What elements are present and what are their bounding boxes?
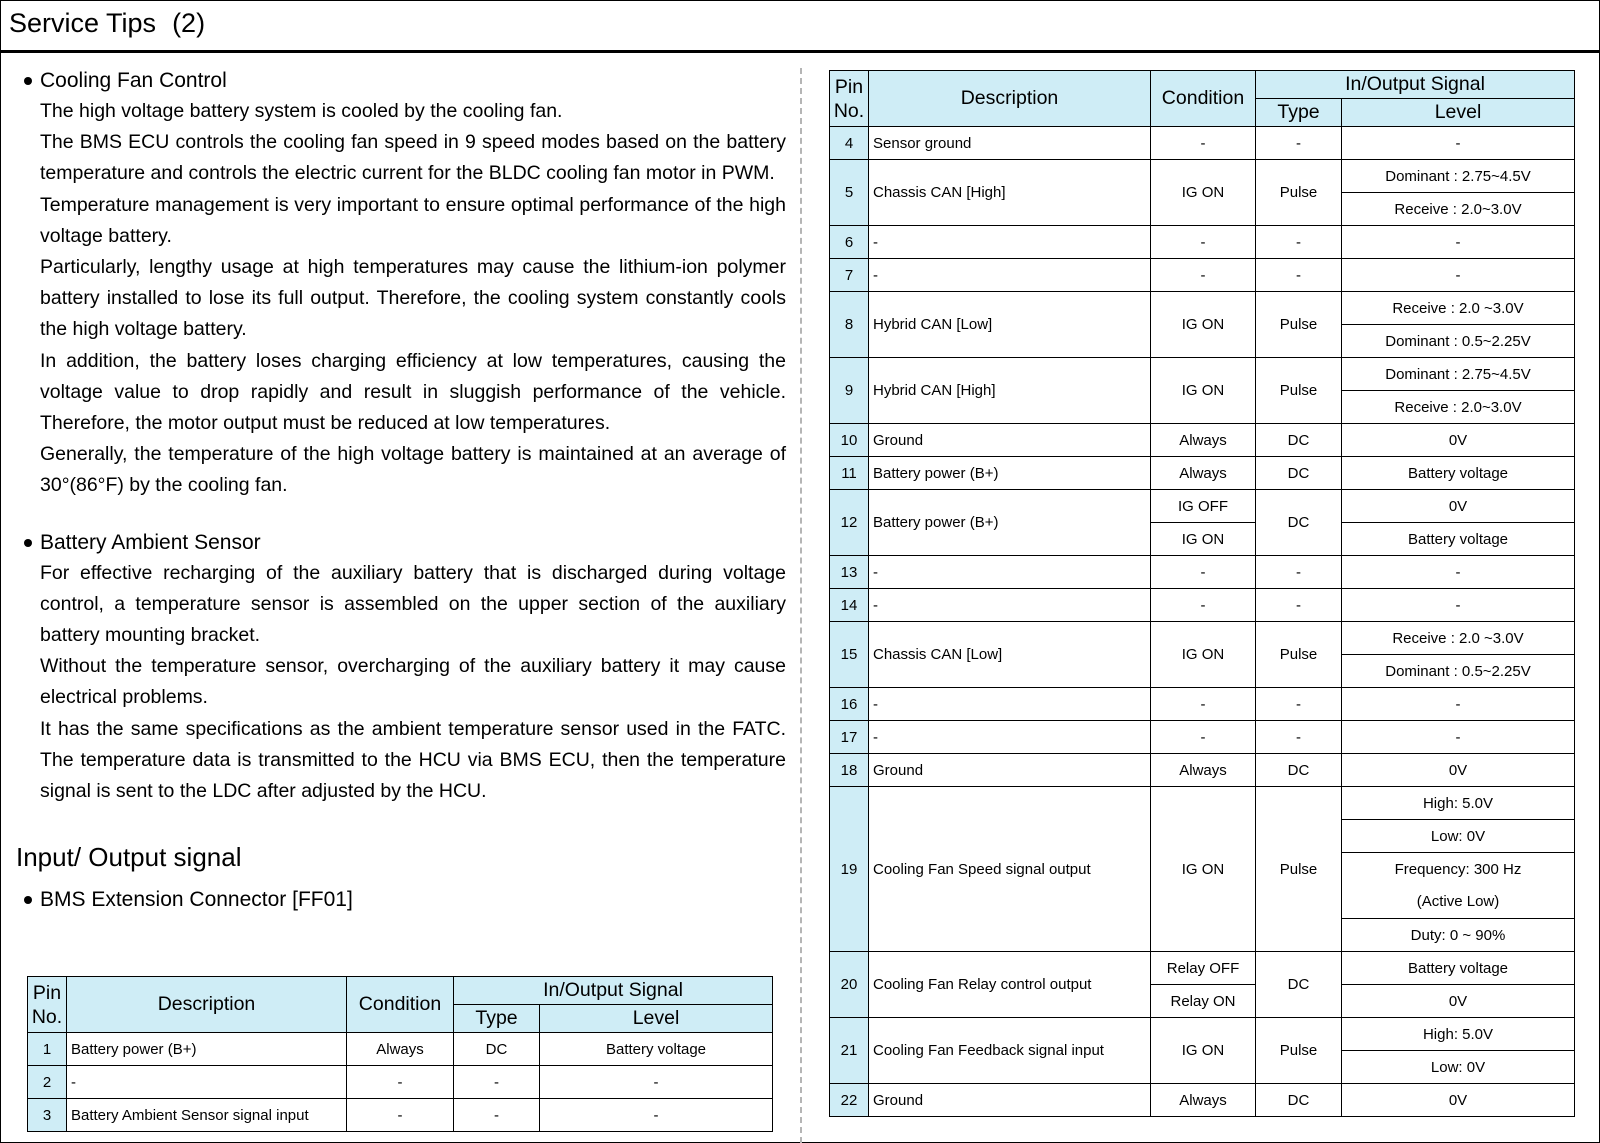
pin-cell: 18 xyxy=(830,754,869,787)
table-row xyxy=(830,358,1575,391)
condition-cell: IG OFF xyxy=(1151,490,1256,523)
paragraph: The BMS ECU controls the cooling fan speed in 9 speed modes based on the battery temperature and controls the electric current for the BLDC cooling fan motor in PWM. xyxy=(40,131,786,185)
type-cell: - xyxy=(1256,721,1342,754)
table-row xyxy=(28,1033,773,1066)
level-cell: Dominant : 2.75~4.5V xyxy=(1342,160,1575,193)
condition-cell: Relay ON xyxy=(1151,985,1256,1018)
description-cell: Ground xyxy=(869,424,1151,457)
condition-cell: Always xyxy=(347,1033,454,1066)
pin-cell: 20 xyxy=(830,952,869,1018)
page-number: (2) xyxy=(172,8,206,38)
level-cell: 0V xyxy=(1342,985,1575,1018)
level-cell: - xyxy=(1342,259,1575,292)
condition-cell: IG ON xyxy=(1151,292,1256,358)
condition-cell: - xyxy=(1151,556,1256,589)
pin-cell: 2 xyxy=(28,1066,67,1099)
cooling-fan-text xyxy=(40,96,786,502)
level-cell: Receive : 2.0~3.0V xyxy=(1342,193,1575,226)
table-row xyxy=(28,1099,773,1132)
level-cell: 0V xyxy=(1342,754,1575,787)
type-cell: DC xyxy=(454,1033,540,1066)
header-type: Type xyxy=(1256,99,1342,127)
description-cell: - xyxy=(869,259,1151,292)
table-row xyxy=(830,721,1575,754)
description-cell: Battery power (B+) xyxy=(67,1033,347,1066)
level-cell: Battery voltage xyxy=(540,1033,773,1066)
header-level: Level xyxy=(1342,99,1575,127)
description-cell: - xyxy=(67,1066,347,1099)
description-cell: Chassis CAN [High] xyxy=(869,160,1151,226)
description-cell: - xyxy=(869,226,1151,259)
table-row xyxy=(830,127,1575,160)
level-cell: Duty: 0 ~ 90% xyxy=(1342,919,1575,952)
pin-cell: 21 xyxy=(830,1018,869,1084)
pin-table-right xyxy=(829,70,1575,1117)
type-cell: Pulse xyxy=(1256,1018,1342,1084)
table-row xyxy=(830,160,1575,193)
level-cell: Receive : 2.0 ~3.0V xyxy=(1342,292,1575,325)
header-io-signal: In/Output Signal xyxy=(1256,71,1575,99)
description-cell: Cooling Fan Feedback signal input xyxy=(869,1018,1151,1084)
table-row xyxy=(830,589,1575,622)
level-cell: - xyxy=(1342,589,1575,622)
header-type: Type xyxy=(454,1005,540,1033)
condition-cell: - xyxy=(347,1066,454,1099)
header-condition: Condition xyxy=(347,977,454,1033)
page-title xyxy=(9,8,205,39)
table-row xyxy=(830,457,1575,490)
header-io-signal: In/Output Signal xyxy=(454,977,773,1005)
level-cell: - xyxy=(1342,688,1575,721)
pin-cell: 10 xyxy=(830,424,869,457)
type-cell: - xyxy=(1256,127,1342,160)
pin-cell: 5 xyxy=(830,160,869,226)
condition-cell: - xyxy=(1151,127,1256,160)
type-cell: DC xyxy=(1256,490,1342,556)
type-cell: Pulse xyxy=(1256,160,1342,226)
description-cell: - xyxy=(869,721,1151,754)
description-cell: Cooling Fan Speed signal output xyxy=(869,787,1151,952)
bullet-icon xyxy=(24,896,32,904)
pin-cell: 3 xyxy=(28,1099,67,1132)
pin-cell: 9 xyxy=(830,358,869,424)
type-cell: - xyxy=(454,1099,540,1132)
left-column xyxy=(16,66,786,915)
condition-cell: - xyxy=(1151,589,1256,622)
table-row xyxy=(830,754,1575,787)
table-row xyxy=(830,787,1575,820)
level-cell: - xyxy=(1342,226,1575,259)
pin-cell: 16 xyxy=(830,688,869,721)
table-row xyxy=(28,1066,773,1099)
pin-cell: 17 xyxy=(830,721,869,754)
page-header xyxy=(0,0,1600,53)
pin-cell: 4 xyxy=(830,127,869,160)
level-cell: Dominant : 2.75~4.5V xyxy=(1342,358,1575,391)
type-cell: DC xyxy=(1256,952,1342,1018)
ambient-sensor-heading xyxy=(24,528,786,558)
condition-cell: - xyxy=(1151,721,1256,754)
table-row xyxy=(830,1084,1575,1117)
pin-cell: 1 xyxy=(28,1033,67,1066)
pin-cell: 8 xyxy=(830,292,869,358)
type-cell: DC xyxy=(1256,1084,1342,1117)
level-cell: High: 5.0V xyxy=(1342,787,1575,820)
pin-cell: 13 xyxy=(830,556,869,589)
table-row xyxy=(830,490,1575,523)
pin-cell: 6 xyxy=(830,226,869,259)
io-signal-title: Input/ Output signal xyxy=(16,842,242,873)
condition-cell: IG ON xyxy=(1151,622,1256,688)
level-cell: Low: 0V xyxy=(1342,1051,1575,1084)
level-cell: Battery voltage xyxy=(1342,523,1575,556)
paragraph: Without the temperature sensor, overcharging of the auxiliary battery it may cause electrical problems. xyxy=(40,655,786,709)
level-cell: Receive : 2.0 ~3.0V xyxy=(1342,622,1575,655)
type-cell: DC xyxy=(1256,457,1342,490)
level-cell: Battery voltage xyxy=(1342,457,1575,490)
bullet-icon xyxy=(24,77,32,85)
level-cell: 0V xyxy=(1342,1084,1575,1117)
condition-cell: Always xyxy=(1151,424,1256,457)
connector-heading xyxy=(24,885,786,915)
header-pin: Pin No. xyxy=(28,977,67,1033)
bullet-icon xyxy=(24,539,32,547)
level-cell: - xyxy=(540,1099,773,1132)
description-cell: Sensor ground xyxy=(869,127,1151,160)
condition-cell: - xyxy=(1151,226,1256,259)
level-cell: Dominant : 0.5~2.25V xyxy=(1342,325,1575,358)
description-cell: Hybrid CAN [Low] xyxy=(869,292,1151,358)
ambient-sensor-text xyxy=(40,558,786,808)
condition-cell: Relay OFF xyxy=(1151,952,1256,985)
pin-cell: 11 xyxy=(830,457,869,490)
description-cell: Chassis CAN [Low] xyxy=(869,622,1151,688)
type-cell: Pulse xyxy=(1256,787,1342,952)
level-cell: High: 5.0V xyxy=(1342,1018,1575,1051)
header-condition: Condition xyxy=(1151,71,1256,127)
type-cell: Pulse xyxy=(1256,292,1342,358)
description-cell: - xyxy=(869,688,1151,721)
condition-cell: IG ON xyxy=(1151,523,1256,556)
table-row xyxy=(830,556,1575,589)
type-cell: - xyxy=(1256,589,1342,622)
description-cell: Ground xyxy=(869,754,1151,787)
paragraph: Temperature management is very important to ensure optimal performance of the high voltage battery. xyxy=(40,193,786,247)
connector-title: BMS Extension Connector [FF01] xyxy=(40,888,353,912)
pin-cell: 15 xyxy=(830,622,869,688)
header-level: Level xyxy=(540,1005,773,1033)
paragraph: The high voltage battery system is cooled by the cooling fan. xyxy=(40,100,563,122)
condition-cell: - xyxy=(1151,259,1256,292)
type-cell: DC xyxy=(1256,754,1342,787)
description-cell: - xyxy=(869,589,1151,622)
condition-cell: IG ON xyxy=(1151,160,1256,226)
type-cell: - xyxy=(1256,688,1342,721)
level-cell: Low: 0V xyxy=(1342,820,1575,853)
paragraph: Generally, the temperature of the high voltage battery is maintained at an average of 30°(86°F) by the cooling fan. xyxy=(40,443,786,497)
column-divider xyxy=(800,68,802,1143)
table-row xyxy=(830,1018,1575,1051)
level-cell: (Active Low) xyxy=(1342,886,1575,919)
condition-cell: IG ON xyxy=(1151,1018,1256,1084)
table-row xyxy=(830,424,1575,457)
paragraph: For effective recharging of the auxiliary battery that is discharged during voltage control, a temperature sensor is assembled on the upper section of the auxiliary battery mounting bracket. xyxy=(40,561,786,647)
condition-cell: Always xyxy=(1151,1084,1256,1117)
description-cell: Ground xyxy=(869,1084,1151,1117)
header-description: Description xyxy=(67,977,347,1033)
pin-cell: 12 xyxy=(830,490,869,556)
pin-cell: 22 xyxy=(830,1084,869,1117)
condition-cell: IG ON xyxy=(1151,358,1256,424)
table-row xyxy=(830,292,1575,325)
table-row xyxy=(830,259,1575,292)
level-cell: - xyxy=(1342,721,1575,754)
level-cell: Dominant : 0.5~2.25V xyxy=(1342,655,1575,688)
paragraph: It has the same specifications as the ambient temperature sensor used in the FATC. The temperature data is transmitted to the HCU via BMS ECU, then the temperature signal is sent to the LDC after adjusted by the HCU. xyxy=(40,717,786,803)
pin-cell: 14 xyxy=(830,589,869,622)
condition-cell: - xyxy=(347,1099,454,1132)
description-cell: Battery power (B+) xyxy=(869,457,1151,490)
description-cell: Cooling Fan Relay control output xyxy=(869,952,1151,1018)
condition-cell: Always xyxy=(1151,457,1256,490)
level-cell: Receive : 2.0~3.0V xyxy=(1342,391,1575,424)
title-text: Service Tips xyxy=(9,8,157,38)
paragraph: In addition, the battery loses charging efficiency at low temperatures, causing the voltage value to drop rapidly and result in sluggish performance of the vehicle. Therefore, the motor output must be reduced at low temperatures. xyxy=(40,349,786,435)
cooling-fan-heading xyxy=(24,66,786,96)
header-description: Description xyxy=(869,71,1151,127)
level-cell: 0V xyxy=(1342,424,1575,457)
header-pin: Pin No. xyxy=(830,71,869,127)
type-cell: - xyxy=(454,1066,540,1099)
description-cell: - xyxy=(869,556,1151,589)
pin-table-left xyxy=(27,976,773,1132)
ambient-sensor-title: Battery Ambient Sensor xyxy=(40,530,261,554)
type-cell: DC xyxy=(1256,424,1342,457)
pin-cell: 19 xyxy=(830,787,869,952)
type-cell: - xyxy=(1256,259,1342,292)
description-cell: Hybrid CAN [High] xyxy=(869,358,1151,424)
table-row xyxy=(830,226,1575,259)
type-cell: - xyxy=(1256,226,1342,259)
level-cell: Battery voltage xyxy=(1342,952,1575,985)
description-cell: Battery power (B+) xyxy=(869,490,1151,556)
cooling-fan-title: Cooling Fan Control xyxy=(40,69,227,92)
table-row xyxy=(830,952,1575,985)
level-cell: - xyxy=(1342,556,1575,589)
condition-cell: IG ON xyxy=(1151,787,1256,952)
level-cell: - xyxy=(1342,127,1575,160)
condition-cell: Always xyxy=(1151,754,1256,787)
pin-cell: 7 xyxy=(830,259,869,292)
level-cell: 0V xyxy=(1342,490,1575,523)
table-row xyxy=(830,688,1575,721)
table-row xyxy=(830,622,1575,655)
level-cell: Frequency: 300 Hz xyxy=(1342,853,1575,886)
type-cell: Pulse xyxy=(1256,622,1342,688)
type-cell: - xyxy=(1256,556,1342,589)
paragraph: Particularly, lengthy usage at high temperatures may cause the lithium-ion polymer battery installed to lose its full output. Therefore, the cooling system constantly cools the high voltage battery. xyxy=(40,256,786,341)
type-cell: Pulse xyxy=(1256,358,1342,424)
level-cell: - xyxy=(540,1066,773,1099)
condition-cell: - xyxy=(1151,688,1256,721)
description-cell: Battery Ambient Sensor signal input xyxy=(67,1099,347,1132)
